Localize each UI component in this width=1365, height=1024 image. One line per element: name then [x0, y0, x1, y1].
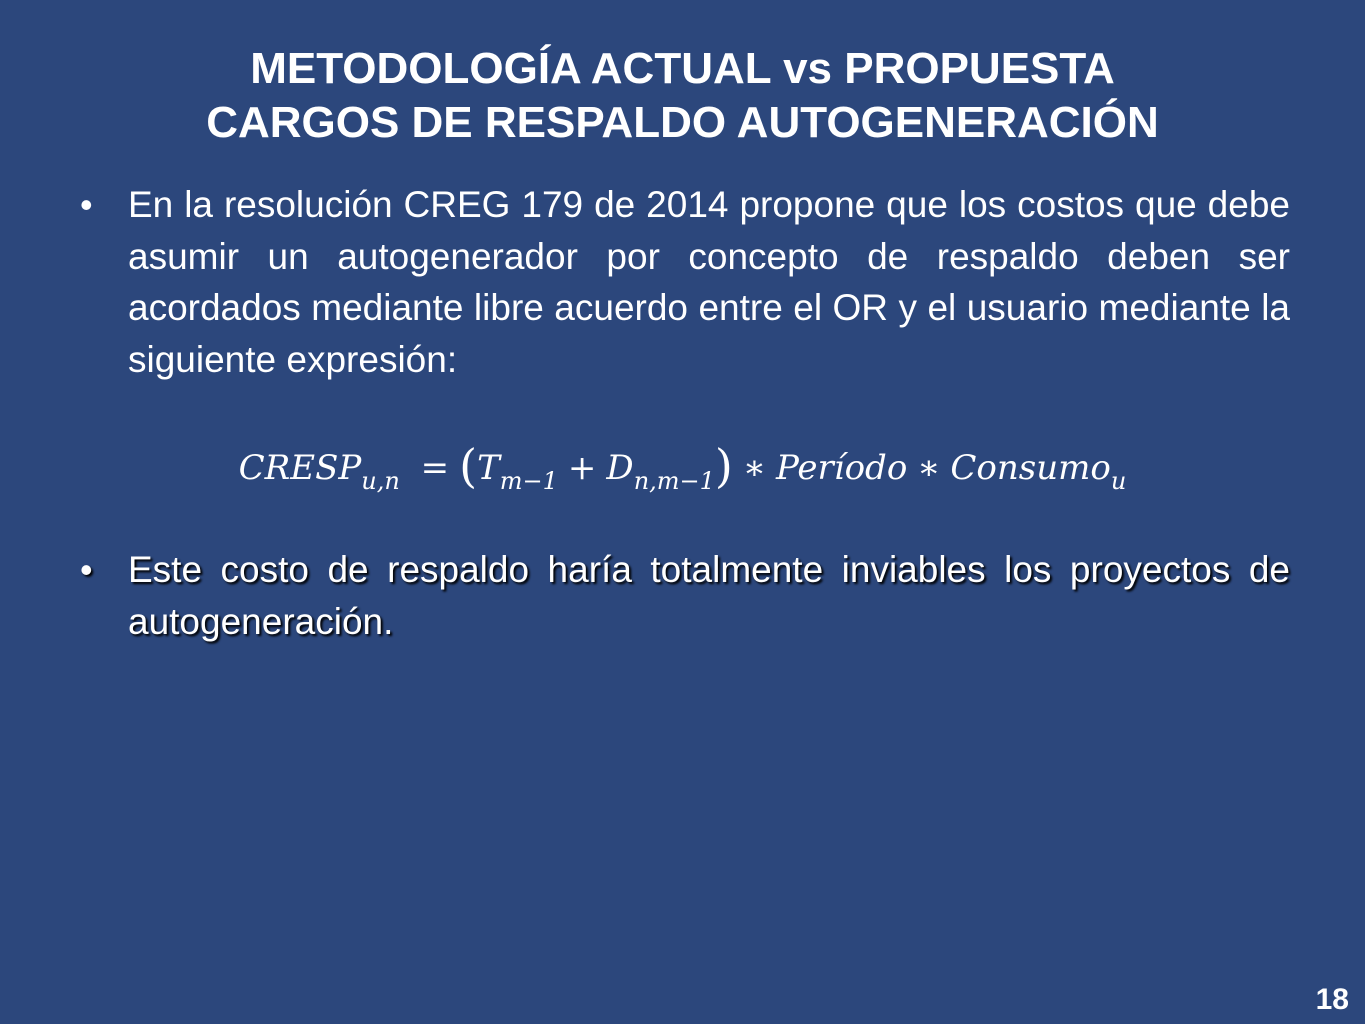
bullet-text-1: En la resolución CREG 179 de 2014 propone que los costos que debe asumir un autogenerador por concepto de respaldo deben ser acordados mediante libre acuerdo entre el OR y el usuario mediante la siguiente expresión:: [128, 184, 1290, 380]
formula-d: D: [606, 448, 634, 488]
page-number: 18: [1315, 983, 1349, 1016]
formula: [0, 436, 1365, 498]
formula-close-paren: ): [714, 439, 733, 493]
formula-consumo: Consumo: [950, 448, 1111, 488]
bullet-item-1: [80, 179, 1290, 385]
formula-d-subscript: n,m−1: [633, 467, 715, 495]
formula-lhs-subscript: u,n: [361, 467, 400, 495]
formula-equals: =: [420, 448, 450, 488]
formula-open-paren: (: [459, 439, 478, 493]
bullet-item-2: [80, 544, 1290, 647]
title-line-1: METODOLOGÍA ACTUAL vs PROPUESTA: [250, 44, 1115, 93]
formula-plus: +: [567, 448, 597, 488]
formula-times-1: ∗: [742, 448, 766, 488]
formula-times-2: ∗: [917, 448, 941, 488]
formula-consumo-subscript: u: [1110, 467, 1127, 495]
bullet-text-2: Este costo de respaldo haría totalmente inviables los proyectos de autogeneración.: [128, 549, 1290, 642]
slide-title: [0, 42, 1365, 150]
title-line-2: CARGOS DE RESPALDO AUTOGENERACIÓN: [206, 98, 1159, 147]
formula-periodo: Período: [775, 448, 908, 488]
formula-t-subscript: m−1: [499, 467, 558, 495]
formula-t: T: [477, 448, 500, 488]
bullet-icon: •: [80, 184, 93, 225]
bullet-icon: •: [80, 549, 93, 590]
formula-lhs: CRESP: [238, 448, 362, 488]
